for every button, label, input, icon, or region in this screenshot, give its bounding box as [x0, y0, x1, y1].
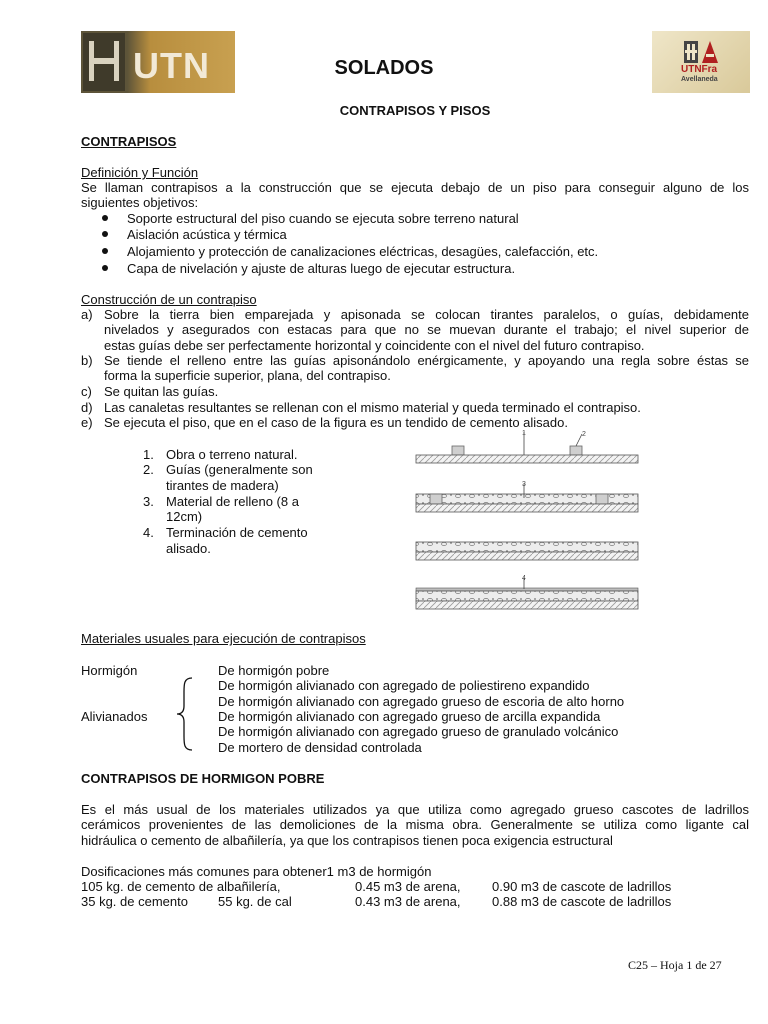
bullet-icon [102, 215, 108, 221]
bullet-item: Aislación acústica y térmica [127, 227, 287, 242]
dosification-cell: 0.88 m3 de cascote de ladrillos [492, 894, 672, 909]
construction-step-b: Se tiende el relleno entre las guías apisonándolo enérgicamente, y apoyando una regla sobre éstas se [104, 353, 749, 368]
materials-item: De mortero de densidad controlada [218, 740, 422, 755]
materials-heading: Materiales usuales para ejecución de contrapisos [81, 631, 366, 646]
utn-fra-logo-text: UTNFra [681, 64, 718, 75]
dosification-heading: Dosificaciones más comunes para obtener1 m3 de hormigón [81, 864, 432, 879]
construction-step-c: Se quitan las guías. [104, 384, 219, 399]
figure-label: 2 [582, 431, 586, 438]
materials-label-alivianados: Alivianados [81, 709, 148, 724]
figure-stage-1 [416, 430, 638, 463]
document-subtitle: CONTRAPISOS Y PISOS [339, 103, 491, 118]
construction-step-a: estas guías debe ser perfectamente horizontal y coincidente con el nivel del futuro contrapiso. [104, 338, 645, 353]
definition-line: siguientes objetivos: [81, 195, 199, 210]
legend-item: tirantes de madera) [166, 478, 279, 493]
bullet-item: Capa de nivelación y ajuste de alturas luego de ejecutar estructura. [127, 261, 516, 276]
paragraph-line: cerámicos provenientes de las demoliciones de la misma obra. Generalmente se utiliza como ligante cal [81, 817, 749, 832]
bullet-icon [102, 231, 108, 237]
materials-item: De hormigón alivianado con agregado grueso de granulado volcánico [218, 724, 619, 739]
bullet-item: Soporte estructural del piso cuando se ejecuta sobre terreno natural [127, 211, 519, 226]
section-heading-contrapisos: CONTRAPISOS [81, 134, 177, 149]
bullet-item: Alojamiento y protección de canalizaciones eléctricas, desagües, calefacción, etc. [127, 244, 599, 259]
figure-stage-2 [416, 481, 638, 512]
legend-number: 1. [143, 447, 154, 462]
list-marker: c) [81, 384, 92, 399]
legend-number: 2. [143, 462, 154, 477]
page-number: C25 – Hoja 1 de 27 [628, 958, 722, 972]
legend-item: Guías (generalmente son [166, 462, 313, 477]
contrapiso-construction-figure [412, 428, 644, 616]
construction-step-e: Se ejecuta el piso, que en el caso de la figura es un tendido de cemento alisado. [104, 415, 568, 430]
legend-item: Obra o terreno natural. [166, 447, 298, 462]
figure-stage-3 [416, 542, 638, 560]
materials-label-hormigon: Hormigón [81, 663, 138, 678]
paragraph-line: Es el más usual de los materiales utilizados ya que utiliza como agregado grueso cascotes de ladrillos [81, 802, 749, 817]
list-marker: a) [81, 307, 93, 322]
materials-item: De hormigón alivianado con agregado grueso de escoria de alto horno [218, 694, 625, 709]
materials-item: De hormigón alivianado con agregado grueso de arcilla expandida [218, 709, 601, 724]
materials-value: De hormigón pobre [218, 663, 330, 678]
construction-heading: Construcción de un contrapiso [81, 292, 257, 307]
bullet-icon [102, 248, 108, 254]
page-title: SOLADOS [334, 57, 434, 79]
section-heading-hormigon-pobre: CONTRAPISOS DE HORMIGON POBRE [81, 771, 325, 786]
construction-step-a: Sobre la tierra bien emparejada y apisonada se colocan tirantes paralelos, o guías, debidamente [104, 307, 749, 322]
dosification-cell: 0.90 m3 de cascote de ladrillos [492, 879, 672, 894]
paragraph-line: hidráulica o cemento de albañilería, ya que los contrapisos tienen poca exigencia estructural [81, 833, 613, 848]
figure-label: 1 [522, 430, 526, 437]
legend-item: alisado. [166, 541, 211, 556]
utn-fra-logo-right [652, 31, 750, 93]
figure-stage-4 [416, 575, 638, 609]
construction-step-a: nivelados y asegurados con estacas para que no se muevan durante el trabajo; el nivel superior de [104, 322, 749, 337]
dosification-cell: 105 kg. de cemento de albañilería, [81, 879, 281, 894]
utn-fra-emblem-icon [684, 41, 718, 63]
construction-step-d: Las canaletas resultantes se rellenan con el mismo material y queda terminado el contrapiso. [104, 400, 641, 415]
dosification-cell: 55 kg. de cal [218, 894, 292, 909]
curly-brace-icon [174, 676, 196, 752]
utn-logo-text: UTN [133, 45, 210, 86]
dosification-cell: 0.45 m3 de arena, [355, 879, 461, 894]
legend-number: 4. [143, 525, 154, 540]
legend-item: Material de relleno (8 a [166, 494, 299, 509]
legend-number: 3. [143, 494, 154, 509]
legend-item: Terminación de cemento [166, 525, 308, 540]
list-marker: e) [81, 415, 93, 430]
definition-heading: Definición y Función [81, 165, 199, 180]
bullet-icon [102, 265, 108, 271]
list-marker: b) [81, 353, 93, 368]
construction-step-b: forma la superficie superior, plana, del contrapiso. [104, 368, 391, 383]
utn-fra-logo-subtext: Avellaneda [681, 76, 718, 83]
list-marker: d) [81, 400, 93, 415]
materials-item: De hormigón alivianado con agregado de poliestireno expandido [218, 678, 590, 693]
definition-line: Se llaman contrapisos a la construcción que se ejecuta debajo de un piso para conseguir alguno de los [81, 180, 749, 195]
legend-item: 12cm) [166, 509, 203, 524]
figure-label: 4 [522, 575, 526, 582]
figure-label: 3 [522, 481, 526, 488]
dosification-cell: 0.43 m3 de arena, [355, 894, 461, 909]
dosification-cell: 35 kg. de cemento [81, 894, 188, 909]
